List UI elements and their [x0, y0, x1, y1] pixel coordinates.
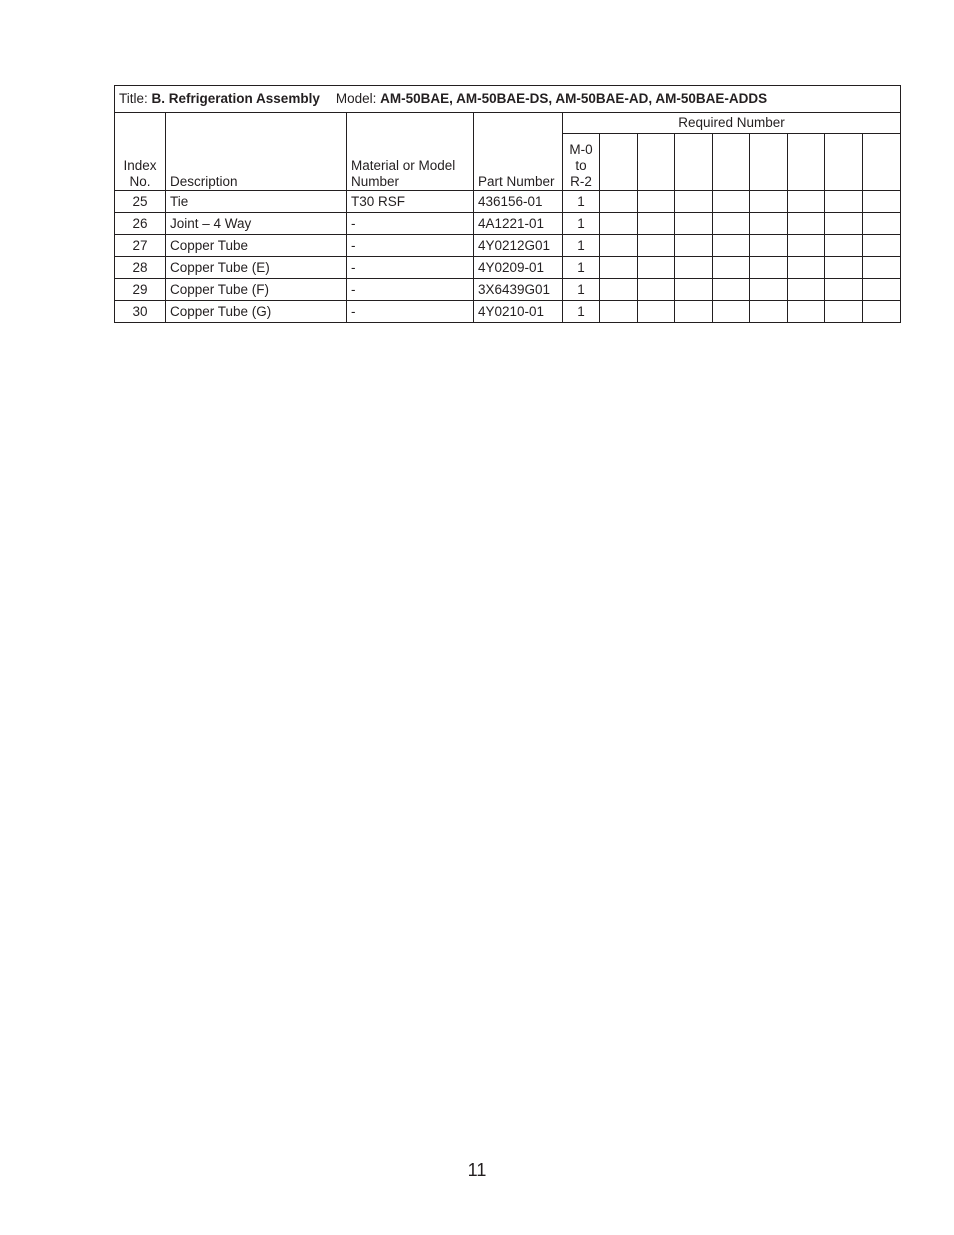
- material-cell: -: [347, 301, 474, 323]
- description-header: Description: [166, 113, 347, 191]
- required-cell: 1: [563, 257, 600, 279]
- empty-required-cell: [600, 257, 638, 279]
- empty-required-cell: [713, 213, 750, 235]
- material-cell: -: [347, 257, 474, 279]
- model-label: Model:: [335, 91, 377, 106]
- empty-required-cell: [675, 213, 713, 235]
- empty-required-cell: [713, 191, 750, 213]
- title-row: [115, 86, 901, 113]
- empty-required-cell: [788, 301, 825, 323]
- empty-required-cell: [600, 301, 638, 323]
- empty-required-cell: [600, 213, 638, 235]
- index-cell: 30: [115, 301, 166, 323]
- empty-required-cell: [863, 257, 901, 279]
- empty-range-cell: [638, 134, 675, 191]
- empty-required-cell: [675, 235, 713, 257]
- description-cell: Tie: [166, 191, 347, 213]
- model-list: AM-50BAE, AM-50BAE-DS, AM-50BAE-AD, AM-50BAE-ADDS: [380, 91, 768, 106]
- empty-range-cell: [713, 134, 750, 191]
- required-cell: 1: [563, 301, 600, 323]
- empty-required-cell: [863, 213, 901, 235]
- part-number-cell: 3X6439G01: [474, 279, 563, 301]
- empty-range-cell: [600, 134, 638, 191]
- empty-required-cell: [675, 301, 713, 323]
- empty-required-cell: [788, 279, 825, 301]
- empty-required-cell: [750, 213, 788, 235]
- empty-required-cell: [825, 213, 863, 235]
- empty-required-cell: [863, 235, 901, 257]
- title-cell: [115, 86, 901, 113]
- empty-range-cell: [825, 134, 863, 191]
- empty-required-cell: [675, 257, 713, 279]
- empty-required-cell: [863, 279, 901, 301]
- page-number: 11: [467, 1160, 487, 1180]
- empty-required-cell: [638, 279, 675, 301]
- description-cell: Joint – 4 Way: [166, 213, 347, 235]
- empty-required-cell: [638, 213, 675, 235]
- empty-required-cell: [788, 213, 825, 235]
- empty-required-cell: [825, 279, 863, 301]
- empty-range-cell: [788, 134, 825, 191]
- part-number-cell: 436156-01: [474, 191, 563, 213]
- required-number-header: Required Number: [563, 113, 901, 134]
- material-header: Material or Model Number: [347, 113, 474, 191]
- index-cell: 28: [115, 257, 166, 279]
- description-cell: Copper Tube (F): [166, 279, 347, 301]
- description-cell: Copper Tube (E): [166, 257, 347, 279]
- empty-required-cell: [638, 235, 675, 257]
- empty-required-cell: [825, 235, 863, 257]
- material-cell: T30 RSF: [347, 191, 474, 213]
- header-row: [115, 113, 901, 134]
- part-number-header: Part Number: [474, 113, 563, 191]
- part-number-cell: 4Y0212G01: [474, 235, 563, 257]
- empty-required-cell: [713, 279, 750, 301]
- index-cell: 25: [115, 191, 166, 213]
- empty-required-cell: [750, 235, 788, 257]
- empty-required-cell: [825, 257, 863, 279]
- material-cell: -: [347, 279, 474, 301]
- empty-required-cell: [675, 279, 713, 301]
- empty-required-cell: [675, 191, 713, 213]
- table-row: [115, 213, 901, 235]
- part-number-cell: 4Y0209-01: [474, 257, 563, 279]
- empty-required-cell: [825, 301, 863, 323]
- empty-required-cell: [863, 301, 901, 323]
- empty-required-cell: [750, 279, 788, 301]
- description-cell: Copper Tube (G): [166, 301, 347, 323]
- part-number-cell: 4A1221-01: [474, 213, 563, 235]
- range-header: M-0 to R-2: [563, 134, 600, 191]
- empty-required-cell: [863, 191, 901, 213]
- index-cell: 26: [115, 213, 166, 235]
- empty-required-cell: [638, 257, 675, 279]
- assembly-title: B. Refrigeration Assembly: [151, 91, 320, 106]
- parts-rows: [115, 191, 901, 323]
- empty-required-cell: [750, 257, 788, 279]
- empty-required-cell: [713, 301, 750, 323]
- table-row: [115, 257, 901, 279]
- index-cell: 27: [115, 235, 166, 257]
- material-cell: -: [347, 213, 474, 235]
- empty-required-cell: [600, 279, 638, 301]
- empty-required-cell: [713, 235, 750, 257]
- empty-range-cell: [750, 134, 788, 191]
- empty-required-cell: [600, 191, 638, 213]
- empty-required-cell: [788, 235, 825, 257]
- index-header: Index No.: [115, 113, 166, 191]
- empty-range-cell: [863, 134, 901, 191]
- empty-range-cell: [675, 134, 713, 191]
- empty-required-cell: [750, 301, 788, 323]
- table-row: [115, 301, 901, 323]
- required-cell: 1: [563, 279, 600, 301]
- required-cell: 1: [563, 191, 600, 213]
- part-number-cell: 4Y0210-01: [474, 301, 563, 323]
- title-label: Title:: [119, 91, 148, 106]
- table-row: [115, 279, 901, 301]
- required-cell: 1: [563, 213, 600, 235]
- description-cell: Copper Tube: [166, 235, 347, 257]
- empty-required-cell: [788, 257, 825, 279]
- index-cell: 29: [115, 279, 166, 301]
- empty-required-cell: [825, 191, 863, 213]
- parts-list-table: [114, 85, 901, 323]
- table-row: [115, 235, 901, 257]
- empty-required-cell: [713, 257, 750, 279]
- empty-required-cell: [638, 301, 675, 323]
- empty-required-cell: [600, 235, 638, 257]
- material-cell: -: [347, 235, 474, 257]
- empty-required-cell: [750, 191, 788, 213]
- required-cell: 1: [563, 235, 600, 257]
- table-row: [115, 191, 901, 213]
- empty-required-cell: [638, 191, 675, 213]
- empty-required-cell: [788, 191, 825, 213]
